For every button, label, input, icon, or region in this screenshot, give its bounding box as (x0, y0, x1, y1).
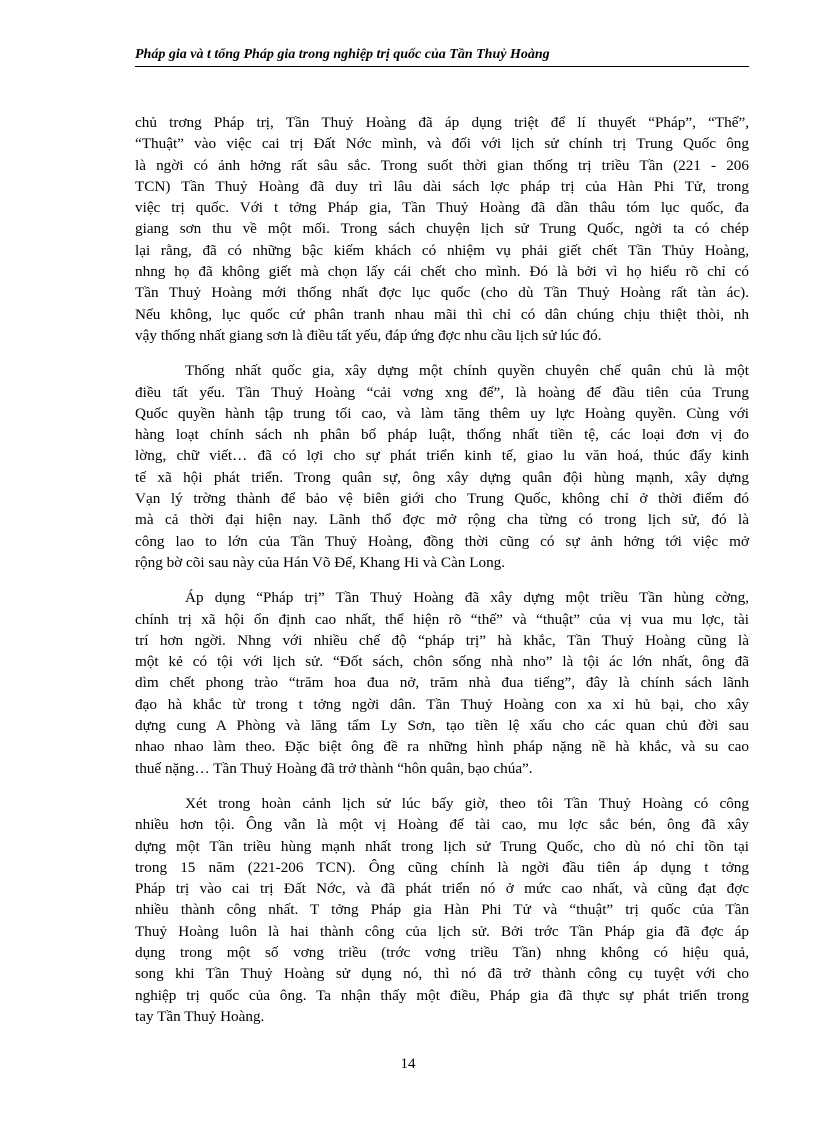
text-line: mà cả thời đại hiện nay. Lãnh thổ đợc mở rộng cha từng có trong lịch sử, đó là (135, 511, 749, 529)
text-line: Quốc quyền hành tập trung tối cao, và làm tăng thêm uy lực Hoàng quyền. Cùng với (135, 404, 749, 422)
text-line: thuế nặng… Tần Thuỷ Hoàng đã trở thành “hôn quân, bạo chúa”. (135, 759, 533, 777)
text-line: TCN) Tần Thuỷ Hoàng đã duy trì lâu dài sách lợc pháp trị của Hàn Phi Tử, trong (135, 177, 749, 195)
text-line: song khi Tần Thuỷ Hoàng sử dụng nó, thì nó đã trở thành công cụ tuyệt với cho (135, 965, 749, 983)
text-line: một kẻ có tội với lịch sử. “Đốt sách, chôn sống nhà nho” là tội ác lớn nhất, ông đã (135, 653, 749, 671)
text-line: nghiệp trị quốc của ông. Ta nhận thấy một điều, Pháp gia đã thực sự phát triển trong (135, 986, 749, 1004)
text-line: Xét trong hoàn cảnh lịch sử lúc bấy giờ, theo tôi Tần Thuỷ Hoàng có công (185, 794, 749, 812)
text-line: Thống nhất quốc gia, xây dựng một chính quyền chuyên chế quân chủ là một (185, 362, 749, 380)
text-line: việc trị quốc. Với t tởng Pháp gia, Tần Thuỷ Hoàng đã dần thâu tóm lục quốc, đa (135, 199, 749, 217)
text-line: công lao to lớn của Tần Thuỷ Hoàng, đồng thời cũng có sự ảnh hởng tới việc mở (135, 532, 749, 550)
paragraph-2 (135, 360, 749, 573)
text-line: “Thuật” vào việc cai trị Đất Nớc mình, và đối với lịch sử chính trị Trung Quốc ông (135, 135, 749, 153)
text-line: tế xã hội phát triển. Trong quân sự, ông xây dựng quân đội hùng mạnh, xây dựng (135, 468, 749, 486)
text-line: hàng loạt chính sách nh phân bố pháp luật, thống nhất tiền tệ, các loại đơn vị đo (135, 426, 749, 444)
text-line: Áp dụng “Pháp trị” Tần Thuỷ Hoàng đã xây dựng một triều Tần hùng cờng, (185, 589, 749, 607)
body-text (135, 112, 749, 1027)
text-line: trong 15 năm (221-206 TCN). Ông cũng chính là ngời đầu tiên áp dụng t tởng (135, 858, 749, 876)
text-line: là ngời có ảnh hởng rất sâu sắc. Trong suốt thời gian thống trị triều Tần (221 - 206 (135, 156, 749, 174)
paragraph-1 (135, 112, 749, 346)
text-line: lờng, chữ viết… đã có lợi cho sự phát triển kinh tế, giao lu văn hoá, thúc đẩy kinh (135, 447, 749, 465)
text-line: Pháp trị vào cai trị Đất Nớc, và đã phát triển nó ở mức cao nhất, và cũng đạt đợc (135, 880, 749, 898)
text-line: tay Tần Thuỷ Hoàng. (135, 1007, 265, 1025)
text-line: nhao nhao làm theo. Đặc biệt ông đề ra những hình pháp nặng nề hà khắc, và su cao (135, 738, 749, 756)
text-line: dụng trong một số vơng triều (trớc vơng triều Tần) nhng không có hiệu quả, (135, 943, 749, 961)
text-line: điều tất yếu. Tần Thuỷ Hoàng “cải vơng xng đế”, là hoàng đế đầu tiên của Trung (135, 383, 749, 401)
text-line: vậy thống nhất giang sơn là điều tất yếu, đáp ứng đợc nhu cầu lịch sử lúc đó. (135, 326, 602, 344)
text-line: dựng một Tần triều hùng mạnh nhất trong lịch sử Trung Quốc, cho dù nó chỉ tồn tại (135, 837, 749, 855)
paragraph-4 (135, 793, 749, 1027)
paragraph-3 (135, 587, 749, 779)
text-line: chính trị xã hội ổn định cao nhất, thể hiện rõ “thế” và “thuật” của vị vua mu lợc, tài (135, 610, 749, 628)
text-line: Nếu không, lục quốc cứ phân tranh nhau mãi thì chỉ có dân chúng chịu thiệt thòi, nh (135, 305, 749, 323)
text-line: nhng họ đã không giết mà chọn lấy cái chết cho mình. Đó là bởi vì họ hiểu rõ chỉ có (135, 263, 749, 281)
header-rule (135, 66, 749, 67)
text-line: Vạn lý trờng thành để bảo vệ biên giới cho Trung Quốc, không chỉ ở thời điểm đó (135, 490, 749, 508)
text-line: Thuỷ Hoàng luôn là hai thành công của lịch sử. Bởi trớc Tần Pháp gia đã đợc áp (135, 922, 749, 940)
text-line: dựng cung A Phòng và lăng tẩm Ly Sơn, tạo tiền lệ xấu cho các quan chủ đời sau (135, 717, 749, 735)
text-line: nhiều thành công nhất. T tởng Pháp gia Hàn Phi Tử và “thuật” trị quốc của Tần (135, 901, 749, 919)
text-line: trí hơn ngời. Nhng với nhiều chế độ “pháp trị” hà khắc, Tần Thuỷ Hoàng cũng là (135, 631, 749, 649)
text-line: dìm chết phong trào “trăm hoa đua nở, trăm nhà đua tiếng”, đây là chính sách lãnh (135, 674, 749, 692)
text-line: nhiều hơn tội. Ông vẫn là một vị Hoàng đế tài cao, mu lợc sắc bén, ông đã xây (135, 816, 749, 834)
text-line: đạo hà khắc từ trong t tởng ngời dân. Tần Thuỷ Hoàng con xa xỉ hủ bại, cho xây (135, 695, 749, 713)
page-number: 14 (400, 1056, 416, 1072)
text-line: Tần Thuỷ Hoàng mới thống nhất đợc lục quốc (cho dù Tần Thuỷ Hoàng rất tàn ác). (135, 284, 749, 302)
text-line: chủ trơng Pháp trị, Tần Thuỷ Hoàng đã áp dụng triệt để lí thuyết “Pháp”, “Thế”, (135, 114, 749, 131)
text-line: lại rằng, đã có những bậc kiếm khách có nhiệm vụ phải giết chết Tần Thủy Hoàng, (135, 241, 749, 259)
running-header: Pháp gia và t tổng Pháp gia trong nghiệp trị quốc của Tần Thuỷ Hoàng (135, 47, 550, 62)
text-line: giang sơn thu về một mối. Trong sách chuyện lịch sử Trung Quốc, ngời ta có chép (135, 220, 749, 238)
text-line: rộng bờ cõi sau này của Hán Võ Đế, Khang Hi và Càn Long. (135, 553, 506, 571)
